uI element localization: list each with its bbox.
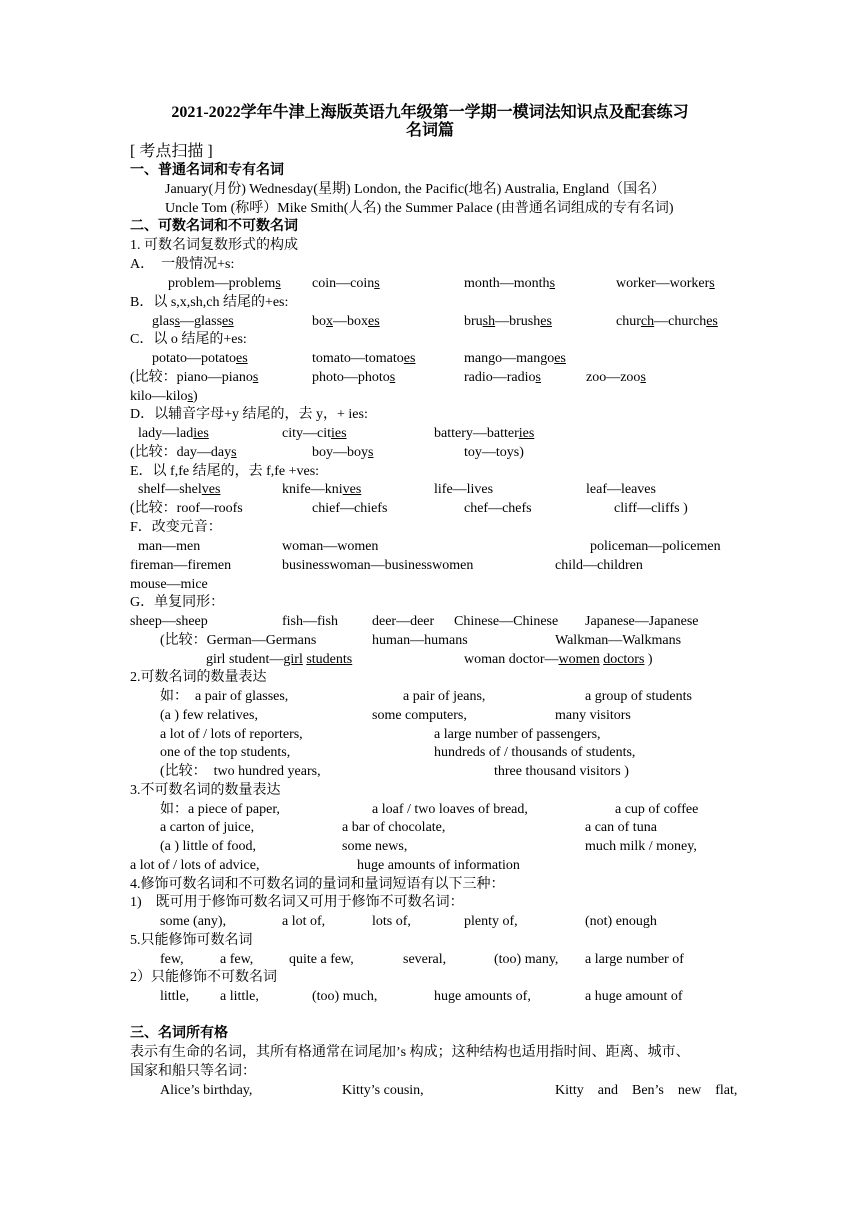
- example-word: knife—knives: [282, 482, 362, 497]
- example-word: cliff—cliffs ): [614, 501, 688, 516]
- phrase: three thousand visitors ): [494, 764, 629, 779]
- example-word: fireman—firemen: [130, 558, 232, 573]
- example-word: (比较：roof—roofs: [130, 501, 243, 516]
- example-word: church—churches: [616, 314, 718, 329]
- example-word: coin—coins: [312, 276, 380, 291]
- phrase: 如： a pair of glasses,: [160, 689, 289, 704]
- phrase: a lot of,: [282, 914, 326, 929]
- section-heading: 三、名词所有格: [130, 1026, 228, 1041]
- phrase: a large number of: [585, 952, 684, 967]
- phrase: (a ) few relatives,: [160, 708, 258, 723]
- example-word: lady—ladies: [138, 426, 209, 441]
- phrase: one of the top students,: [160, 745, 291, 760]
- example-word: fish—fish: [282, 614, 338, 629]
- example-word: brush—brushes: [464, 314, 552, 329]
- document-title: 2021-2022学年牛津上海版英语九年级第一学期一模词法知识点及配套练习: [171, 104, 689, 121]
- example-word: month—months: [464, 276, 556, 291]
- phrase: much milk / money,: [585, 839, 697, 854]
- section-heading: 一、普通名词和专有名词: [130, 163, 284, 178]
- rule-label: G．单复同形：: [130, 595, 225, 610]
- phrase: few,: [160, 952, 184, 967]
- phrase: quite a few,: [289, 952, 354, 967]
- phrase: some computers,: [372, 708, 467, 723]
- subheading: 2.可数名词的数量表达: [130, 670, 267, 685]
- phrase: huge amounts of,: [434, 989, 531, 1004]
- example-word: city—cities: [282, 426, 347, 441]
- example-word: (比较：piano—pianos: [130, 370, 259, 385]
- phrase: several,: [403, 952, 447, 967]
- phrase: a group of students: [585, 689, 692, 704]
- phrase: little,: [160, 989, 190, 1004]
- example-word: kilo—kilos): [130, 389, 198, 404]
- example-word: policeman—policemen: [590, 539, 721, 554]
- subheading: 1. 可数名词复数形式的构成: [130, 238, 298, 253]
- phrase: a little,: [220, 989, 259, 1004]
- example-word: life—lives: [434, 482, 494, 497]
- phrase: Kitty’s cousin,: [342, 1083, 424, 1098]
- example-word: Walkman—Walkmans: [555, 633, 682, 648]
- example-word: chef—chefs: [464, 501, 532, 516]
- phrase: a few,: [220, 952, 254, 967]
- phrase: (too) much,: [312, 989, 378, 1004]
- phrase: a large number of passengers,: [434, 727, 601, 742]
- document-subtitle: 名词篇: [405, 122, 454, 139]
- example-word: box—boxes: [312, 314, 380, 329]
- phrase: a loaf / two loaves of bread,: [372, 802, 528, 817]
- text-line: Uncle Tom (称呼）Mike Smith(人名) the Summer Palace (由普通名词组成的专有名词): [165, 201, 674, 216]
- phrase: a can of tuna: [585, 820, 657, 835]
- example-word: man—men: [138, 539, 201, 554]
- example-word: battery—batteries: [434, 426, 535, 441]
- phrase: (too) many,: [494, 952, 559, 967]
- paragraph-line: 表示有生命的名词，其所有格通常在词尾加’s 构成；这种结构也适用指时间、距离、城市、: [130, 1045, 690, 1060]
- phrase: a lot of / lots of reporters,: [160, 727, 303, 742]
- phrase: hundreds of / thousands of students,: [434, 745, 636, 760]
- phrase: some (any),: [160, 914, 227, 929]
- section-heading: 二、可数名词和不可数名词: [130, 219, 298, 234]
- phrase: lots of,: [372, 914, 411, 929]
- rule-label: 1) 既可用于修饰可数名词又可用于修饰不可数名词：: [130, 895, 464, 910]
- phrase: plenty of,: [464, 914, 518, 929]
- example-word: businesswoman—businesswomen: [282, 558, 474, 573]
- phrase: a cup of coffee: [615, 802, 699, 817]
- phrase: 如：a piece of paper,: [160, 802, 280, 817]
- example-word: human—humans: [372, 633, 468, 648]
- example-word: photo—photos: [312, 370, 396, 385]
- example-word: potato—potatoes: [152, 351, 248, 366]
- example-word: Chinese—Chinese: [454, 614, 559, 629]
- example-word: mango—mangoes: [464, 351, 566, 366]
- example-word: chief—chiefs: [312, 501, 388, 516]
- example-word: (比较：German—Germans: [160, 633, 317, 648]
- paragraph-line: 国家和船只等名词：: [130, 1064, 256, 1079]
- example-word: worker—workers: [616, 276, 715, 291]
- example-word: zoo—zoos: [586, 370, 646, 385]
- rule-label: C．以 o 结尾的+es:: [130, 332, 247, 347]
- example-word: leaf—leaves: [586, 482, 656, 497]
- example-word: radio—radios: [464, 370, 541, 385]
- phrase: (a ) little of food,: [160, 839, 257, 854]
- phrase: a bar of chocolate,: [342, 820, 446, 835]
- example-word: child—children: [555, 558, 643, 573]
- example-word: girl student—girl students: [206, 652, 353, 667]
- example-word: toy—toys): [464, 445, 524, 460]
- phrase: Kitty and Ben’s new flat,: [555, 1083, 738, 1098]
- phrase: a carton of juice,: [160, 820, 255, 835]
- rule-label: D．以辅音字母+y 结尾的，去 y，+ ies:: [130, 407, 368, 422]
- section-label: [ 考点扫描 ]: [130, 143, 213, 160]
- phrase: (not) enough: [585, 914, 657, 929]
- rule-label: F．改变元音：: [130, 520, 222, 535]
- phrase: many visitors: [555, 708, 631, 723]
- phrase: a lot of / lots of advice,: [130, 858, 260, 873]
- phrase: some news,: [342, 839, 408, 854]
- example-word: tomato—tomatoes: [312, 351, 416, 366]
- rule-label: 2）只能修饰不可数名词: [130, 970, 277, 985]
- rule-label: E．以 f,fe 结尾的，去 f,fe +ves:: [130, 464, 320, 479]
- phrase: (比较： two hundred years,: [160, 764, 321, 779]
- example-word: Japanese—Japanese: [585, 614, 699, 629]
- example-word: (比较：day—days: [130, 445, 237, 460]
- example-word: mouse—mice: [130, 577, 208, 592]
- subheading: 5.只能修饰可数名词: [130, 933, 253, 948]
- example-word: glass—glasses: [152, 314, 234, 329]
- rule-label: A． 一般情况+s:: [130, 257, 235, 272]
- example-word: problem—problems: [168, 276, 281, 291]
- rule-label: B．以 s,x,sh,ch 结尾的+es:: [130, 295, 289, 310]
- example-word: boy—boys: [312, 445, 374, 460]
- example-word: sheep—sheep: [130, 614, 208, 629]
- example-word: woman—women: [282, 539, 379, 554]
- phrase: a huge amount of: [585, 989, 683, 1004]
- example-word: shelf—shelves: [138, 482, 221, 497]
- phrase: Alice’s birthday,: [160, 1083, 253, 1098]
- text-line: January(月份) Wednesday(星期) London, the Pacific(地名) Australia, England（国名）: [165, 182, 666, 197]
- subheading: 4.修饰可数名词和不可数名词的量词和量词短语有以下三种：: [130, 877, 505, 892]
- phrase: a pair of jeans,: [403, 689, 486, 704]
- example-word: deer—deer: [372, 614, 435, 629]
- example-word: woman doctor—women doctors ): [464, 652, 653, 667]
- subheading: 3.不可数名词的数量表达: [130, 783, 281, 798]
- phrase: huge amounts of information: [357, 858, 520, 873]
